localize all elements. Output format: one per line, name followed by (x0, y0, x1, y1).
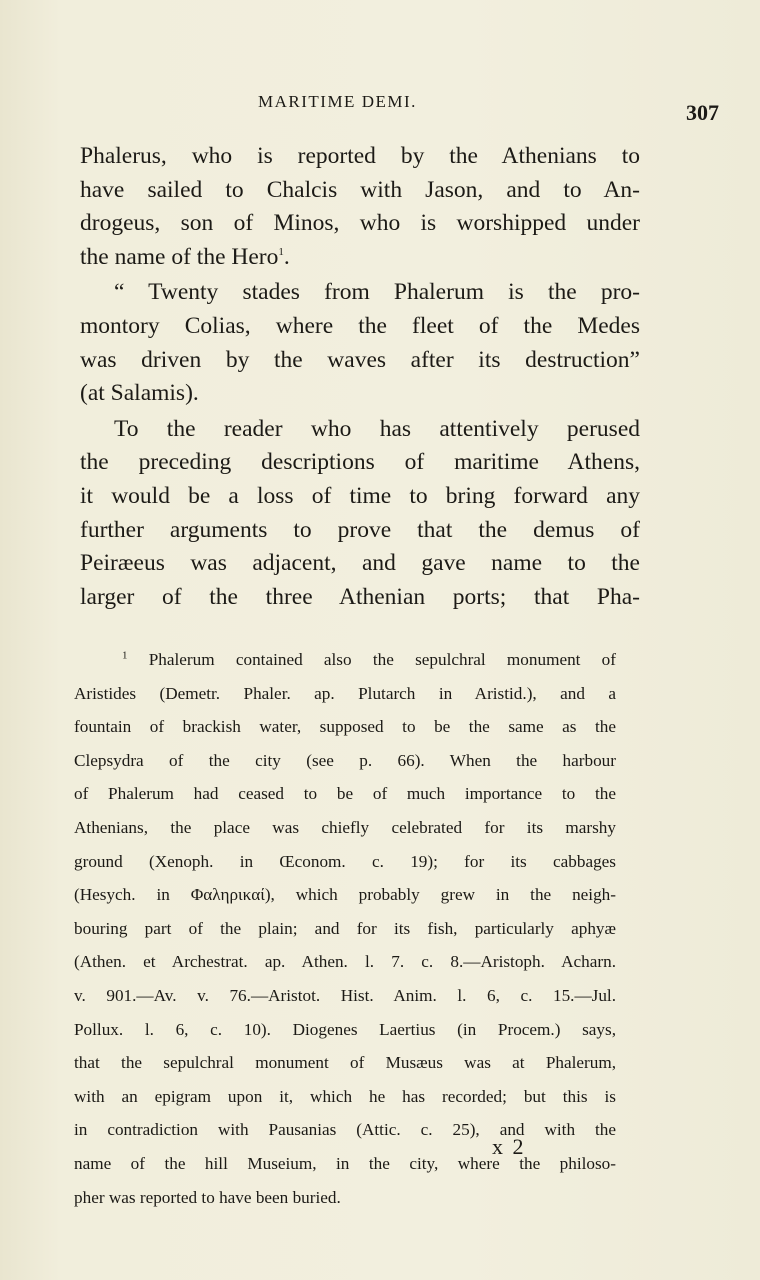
signature-mark: x 2 (492, 1134, 526, 1159)
body-line: “ Twenty stades from Phalerum is the pro- (114, 279, 640, 306)
body-line: larger of the three Athenian ports; that Pha- (80, 583, 640, 610)
footnote-line-text: Phalerum contained also the sepulchral monument of (148, 650, 617, 669)
footnote-line: fountain of brackish water, supposed to be the same as the (74, 717, 616, 737)
body-line-text: the name of the Hero (80, 243, 279, 270)
footnote (74, 646, 616, 1217)
running-head: MARITIME DEMI. (258, 92, 417, 111)
footnote-line: of Phalerum had ceased to be of much importance to the (74, 784, 616, 804)
footnote-line: pher was reported to have been buried. (74, 1187, 341, 1207)
footnote-line: ground (Xenoph. in Œconom. c. 19); for its cabbages (74, 851, 616, 871)
footnote-line: Aristides (Demetr. Phaler. ap. Plutarch in Aristid.), and a (74, 683, 616, 703)
footnote-line: v. 901.—Av. v. 76.—Aristot. Hist. Anim. l. 6, c. 15.—Jul. (74, 985, 616, 1005)
body-line: (at Salamis). (80, 380, 199, 407)
footnote-line: in contradiction with Pausanias (Attic. c. 25), and with the (74, 1120, 616, 1140)
footnote-first-line (74, 646, 616, 680)
main-text (80, 140, 640, 614)
body-line: further arguments to prove that the demus of (80, 516, 640, 543)
footnote-line: with an epigram upon it, which he has recorded; but this is (74, 1086, 616, 1106)
footnote-reference: 1 (278, 245, 284, 258)
footnote-line: name of the hill Museium, in the city, where the philoso- (74, 1153, 616, 1173)
body-line: Phalerus, who is reported by the Athenians to (80, 143, 640, 169)
body-line: montory Colias, where the fleet of the Medes (80, 312, 640, 339)
body-line: Peiræeus was adjacent, and gave name to the (80, 550, 640, 577)
body-line: have sailed to Chalcis with Jason, and to An- (80, 176, 640, 203)
footnote-line: that the sepulchral monument of Musæus was at Phalerum, (74, 1053, 616, 1073)
body-line: it would be a loss of time to bring forward any (80, 482, 640, 509)
body-line: the preceding descriptions of maritime Athens, (80, 449, 640, 476)
footnote-line: (Hesych. in Φαληρικαί), which probably grew in the neigh- (74, 885, 616, 905)
body-line: drogeus, son of Minos, who is worshipped under (80, 210, 640, 237)
footnote-line: Clepsydra of the city (see p. 66). When the harbour (74, 750, 616, 770)
page-number: 307 (686, 100, 719, 125)
footnote-line: Athenians, the place was chiefly celebrated for its marshy (74, 817, 616, 837)
footnote-line: bouring part of the plain; and for its fish, particularly aphyæ (74, 918, 616, 938)
body-line: was driven by the waves after its destruction” (80, 346, 640, 373)
body-line-with-note (80, 241, 640, 275)
footnote-line: Pollux. l. 6, c. 10). Diogenes Laertius (in Procem.) says, (74, 1019, 616, 1039)
footnote-line: (Athen. et Archestrat. ap. Athen. l. 7. c. 8.—Aristoph. Acharn. (74, 952, 616, 972)
sentence-end: . (283, 243, 290, 270)
body-line: To the reader who has attentively perused (114, 415, 640, 442)
footnote-marker: 1 (122, 649, 128, 662)
